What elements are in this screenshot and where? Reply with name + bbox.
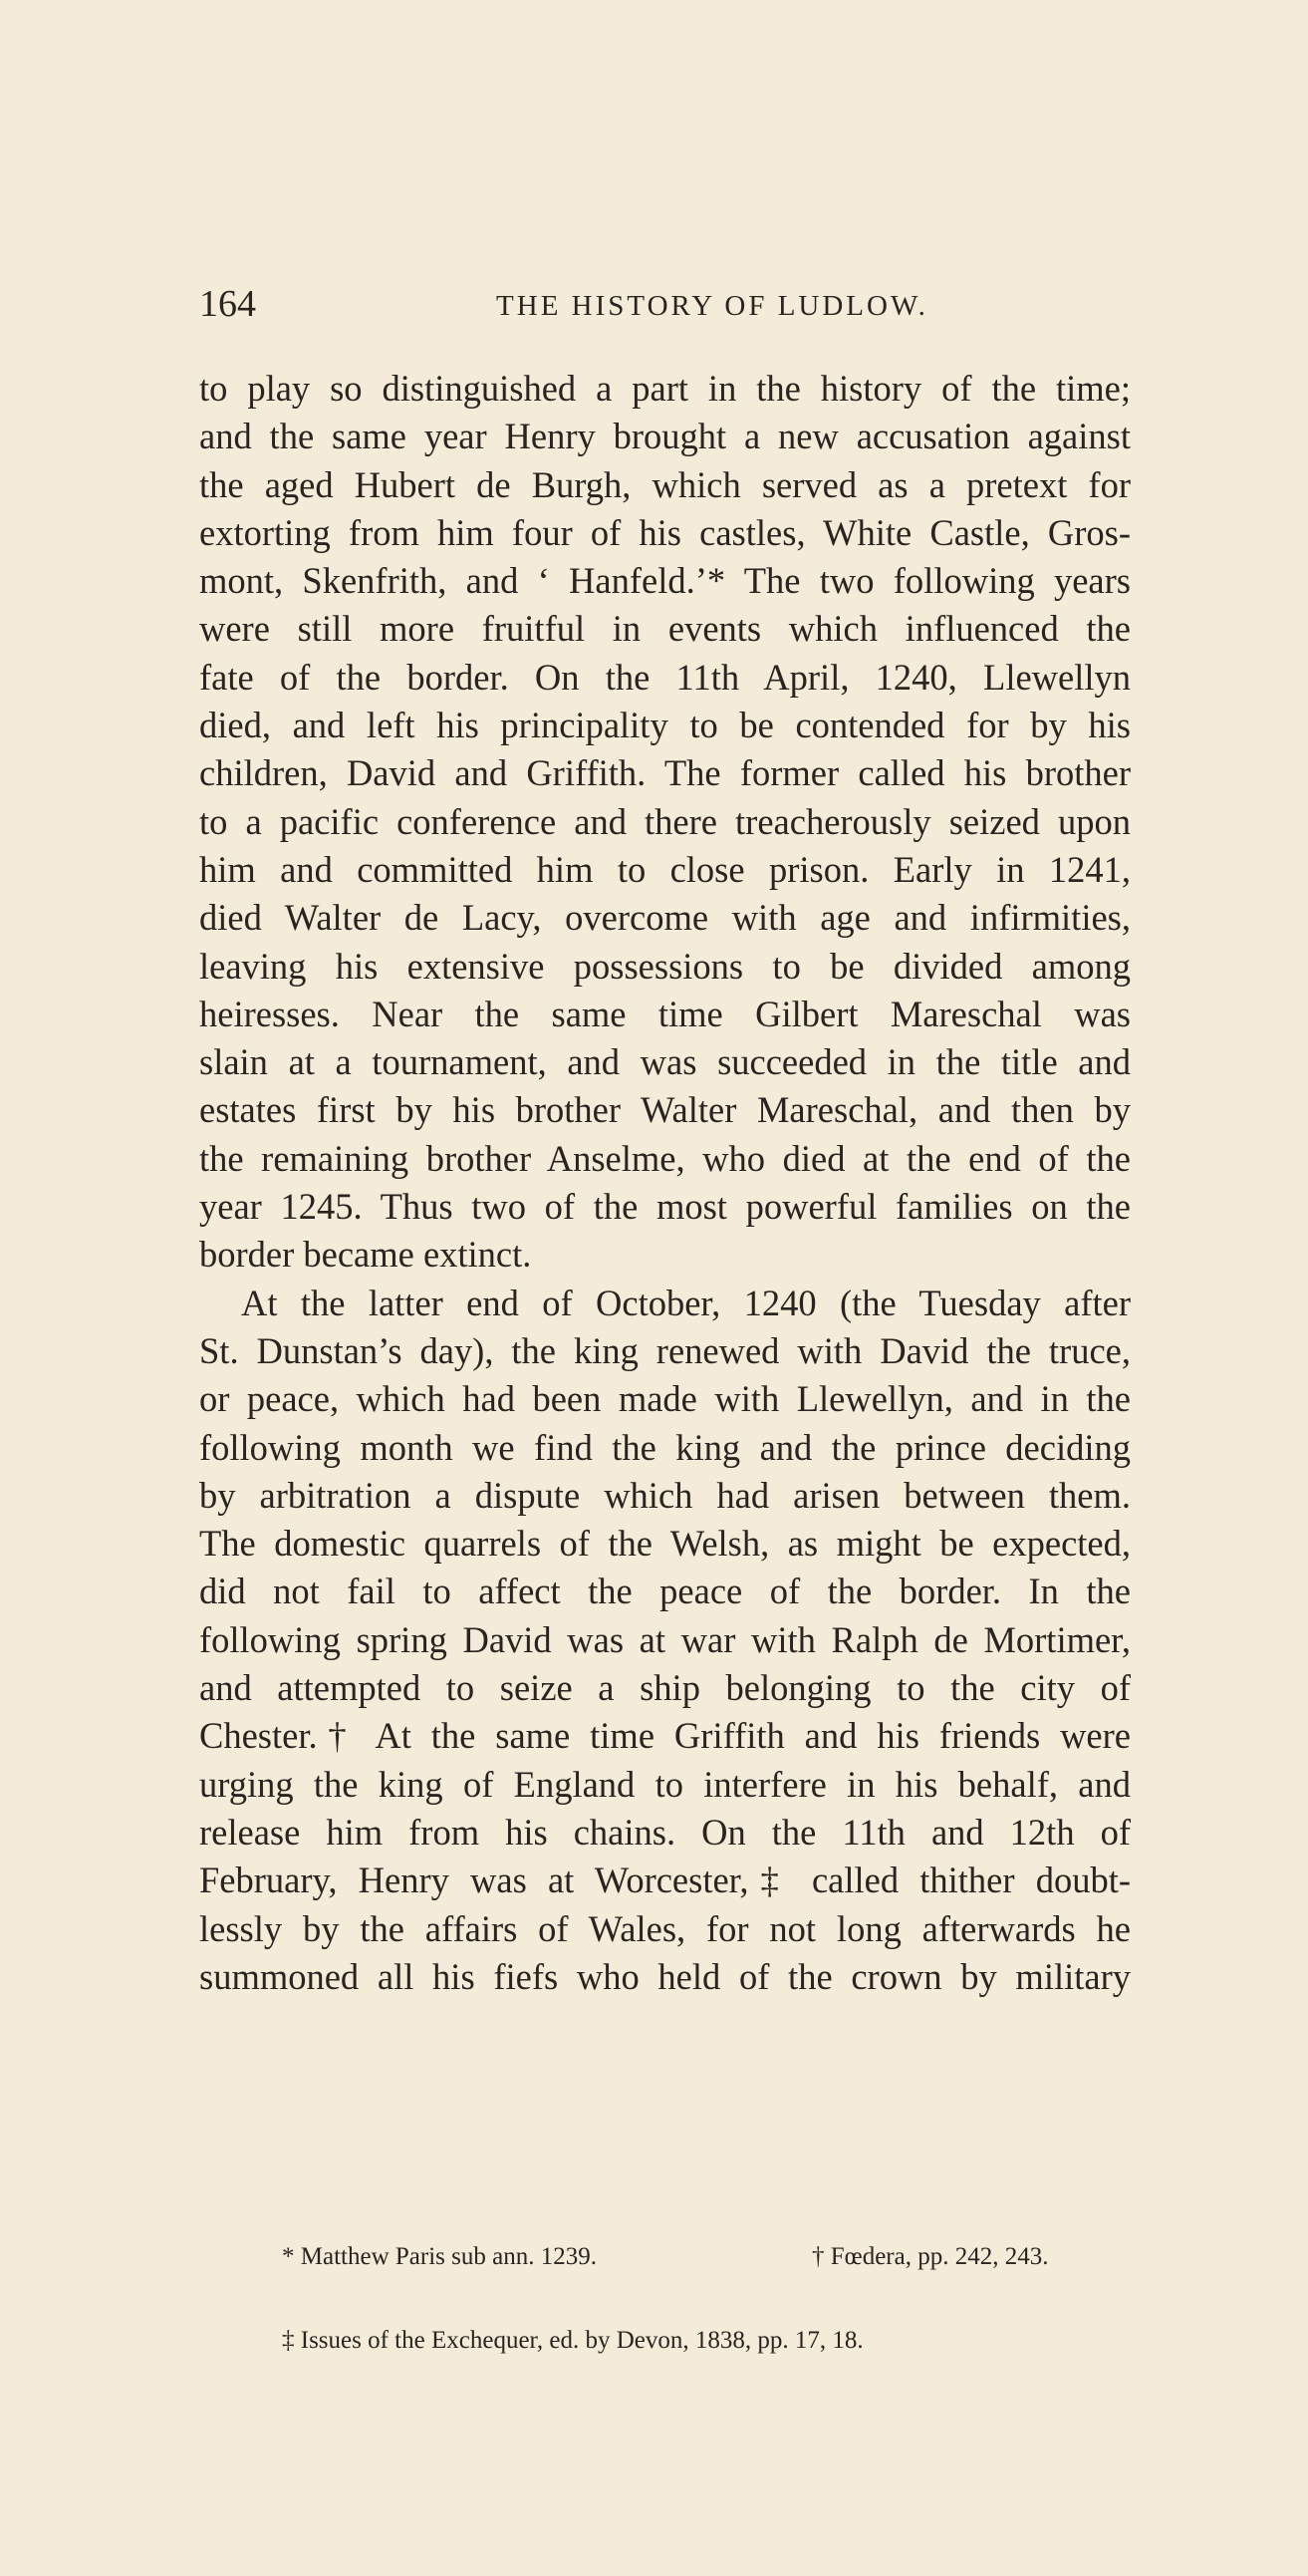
text-line: extorting from him four of his castles, White Castle, Gros- [199,511,1131,553]
text-line: lessly by the affairs of Wales, for not long afterwards he [199,1907,1131,1949]
text-line: to play so distinguished a part in the history of the time; [199,368,1131,409]
text-line: Chester.† At the same time Griffith and his friends were [199,1715,1131,1757]
text-line: him and committed him to close prison. Early in 1241, [199,848,1131,890]
footnote-star: * Matthew Paris sub ann. 1239. [282,2243,597,2270]
text-line: St. Dunstan’s day), the king renewed with David the truce, [199,1329,1131,1371]
running-title: THE HISTORY OF LUDLOW. [496,290,928,322]
text-line: summoned all his fiefs who held of the crown by military [199,1955,1131,1997]
text-line: by arbitration a dispute which had arisen between them. [199,1474,1131,1516]
text-line: slain at a tournament, and was succeeded in the title and [199,1041,1131,1083]
text-line: The domestic quarrels of the Welsh, as might be expected, [199,1523,1131,1565]
text-line: urging the king of England to interfere in his behalf, and [199,1763,1131,1805]
footnote-row [199,2321,1131,2361]
footnote-dagger: † Fœdera, pp. 242, 243. [812,2243,1049,2270]
text-line: were still more fruitful in events which influenced the [199,608,1131,650]
text-line: following spring David was at war with Ralph de Mortimer, [199,1618,1131,1660]
footnotes [199,2237,1131,2405]
text-line: or peace, which had been made with Llewellyn, and in the [199,1378,1131,1420]
text-line: release him from his chains. On the 11th and 12th of [199,1811,1131,1853]
text-line: year 1245. Thus two of the most powerful families on the [199,1186,1131,1228]
footnote-row [199,2237,1131,2277]
text-line: the remaining brother Anselme, who died at the end of the [199,1137,1131,1179]
text-line: following month we find the king and the prince deciding [199,1426,1131,1468]
text-line: estates first by his brother Walter Mareschal, and then by [199,1089,1131,1131]
text-line: and the same year Henry brought a new accusation against [199,416,1131,457]
page-number: 164 [199,283,256,325]
body-text [199,365,1131,2001]
text-line: mont, Skenfrith, and ‘ Hanfeld.’* The two following years [199,560,1131,602]
text-line: to a pacific conference and there treacherously seized upon [199,800,1131,842]
text-line: fate of the border. On the 11th April, 1240, Llewellyn [199,656,1131,698]
paragraph-end-line: border became extinct. [199,1234,532,1276]
paragraph-start-line: At the latter end of October, 1240 (the Tuesday after [241,1282,1131,1323]
text-line: and attempted to seize a ship belonging to the city of [199,1667,1131,1709]
text-line: the aged Hubert de Burgh, which served as a pretext for [199,463,1131,505]
text-line: died, and left his principality to be contended for by his [199,705,1131,746]
text-line: died Walter de Lacy, overcome with age and infirmities, [199,897,1131,939]
footnote-double-dagger: ‡ Issues of the Exchequer, ed. by Devon, 1838, pp. 17, 18. [282,2327,864,2354]
text-line: leaving his extensive possessions to be divided among [199,945,1131,987]
text-line: February, Henry was at Worcester,‡ called thither doubt- [199,1860,1131,1901]
text-line: children, David and Griffith. The former called his brother [199,752,1131,794]
text-line: did not fail to affect the peace of the border. In the [199,1571,1131,1612]
text-line: heiresses. Near the same time Gilbert Mareschal was [199,993,1131,1034]
page-header [199,279,1136,329]
